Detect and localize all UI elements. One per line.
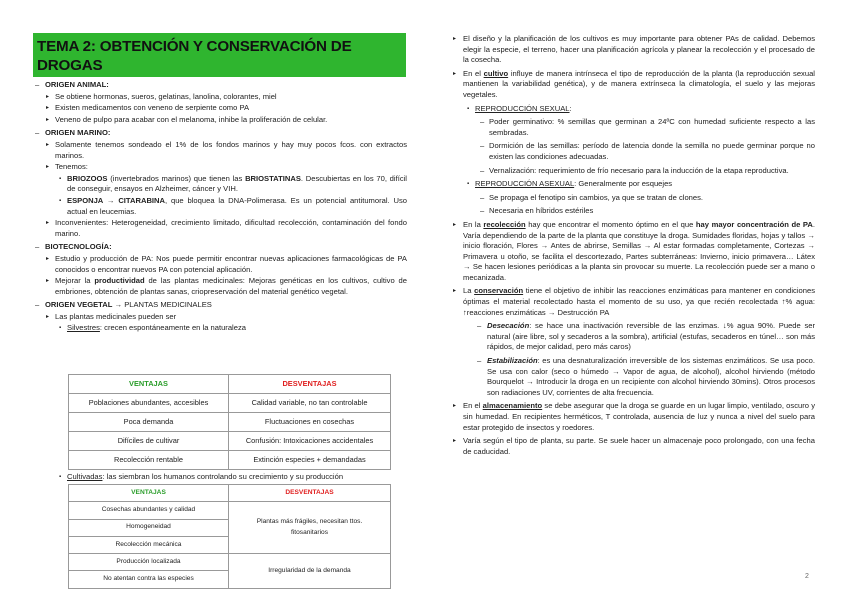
list-item: ▸ Las plantas medicinales pueden ser <box>33 312 407 323</box>
heading-origen-vegetal <box>33 300 407 311</box>
desecacion-text: : se hace una inactivación reversible de las enzimas. ↓% agua 90%. Puede ser natural (aire libre, sol y secaderos a la sombra), artificial (estufas, secaderos en túnel… son más rápidos, de mejor calidad, pero más caros) <box>487 321 815 352</box>
esponja-term: ESPONJA → CITARABINA <box>67 195 166 205</box>
table-cell: No atentan contra las especies <box>69 571 229 588</box>
heading-origen-marino: – ORIGEN MARINO: <box>33 128 407 139</box>
table-cell: Fluctuaciones en cosechas <box>229 413 391 432</box>
table-row <box>69 451 391 470</box>
page-title: TEMA 2: OBTENCIÓN Y CONSERVACIÓN DE DROGAS <box>37 38 352 74</box>
rec-a: En la <box>463 219 484 229</box>
table-cell: Homogeneidad <box>69 519 229 536</box>
repro-asexual-term: REPRODUCCIÓN ASEXUAL <box>475 179 575 189</box>
list-item: ▸ Estudio y producción de PA: Nos puede permitir encontrar nuevas aplicaciones farmacológicas de PA conocidos o encontrar nuevos PA con potencial aplicación. <box>33 254 407 275</box>
desecacion-term: Desecación <box>487 321 530 331</box>
list-item: – Necesaria en híbridos estériles <box>453 206 815 217</box>
table-cell: Plantas más frágiles, necesitan ttos. fitosanitarios <box>229 502 391 554</box>
heading-origen-animal: – ORIGEN ANIMAL: <box>33 80 407 91</box>
repro-asexual-text: : Generalmente por esquejes <box>574 179 673 189</box>
table-cell: Poca demanda <box>69 413 229 432</box>
almacenamiento-term: almacenamiento <box>482 401 543 411</box>
estabilizacion-text: : es una desnaturalización irreversible de los sistemas enzimáticos. Se usa poco. Se usa con calor (seco o húmedo → Vapor de agua, de alcohol), alcohol hirviendo (método Bourquelot → Introducir la droga en un recipiente con alcohol hirviendo 30mins). Otros procesos son radiaciones UV, corrientes de alta frecuencia. <box>487 356 815 397</box>
esponja-text: , que bloquea la DNA-Polimerasa. Es un potencial antitumoral. Uso actual en leucemias. <box>67 195 407 216</box>
silvestres-text: : crecen espontáneamente en la naturaleza <box>99 323 246 333</box>
cultivadas-table <box>68 484 391 589</box>
cons-a: La <box>463 286 475 296</box>
list-item: – Vernalización: requerimiento de frío necesario para la inducción de la etapa reproductiva. <box>453 166 815 177</box>
briostatinas-term: BRIOSTATINAS <box>245 173 301 183</box>
prod-text-c: de las plantas medicinales: Mejoras genéticas en los cultivos, cultivo de embriones, obtención de plantas sanas, criopreservación del material genético vegetal. <box>55 276 407 296</box>
list-item-cultivadas <box>33 472 407 483</box>
paragraph-conservacion <box>453 286 815 318</box>
table-cell: Irregularidad de la demanda <box>229 554 391 589</box>
list-item: – Se propaga el fenotipo sin cambios, ya que se tratan de clones. <box>453 193 815 204</box>
repro-sexual-heading: ▪ REPRODUCCIÓN SEXUAL: <box>453 104 815 115</box>
rec-e: . Varía dependiendo de la parte de la planta que constituye la droga. Sumidades floridas, hojas y tallos → inicio floración, Flores → Antes de abrirse, Semillas → Al estar formadas completamente, Cortezas → Primavera u otoño, se facilita el descortezado, Partes subterráneas: Invierno, inicio primavera… Látex → Se hacen lesiones periódicas a la planta sin provocar su muerte. La recolección puede ser a mano o mecanizada. <box>463 219 815 282</box>
silvestres-table <box>68 374 391 470</box>
table-row <box>69 502 391 519</box>
ventajas-header: VENTAJAS <box>69 485 229 502</box>
paragraph-diseno: ▸ El diseño y la planificación de los cultivos es muy importante para obtener PAs de calidad. Debemos elegir la especie, el terreno, hacer una planificación agrícola y planear la recolección y el procesado de la cosecha. <box>453 34 815 66</box>
recoleccion-term: recolección <box>483 219 526 229</box>
table-row <box>69 413 391 432</box>
rec-c: hay que encontrar el momento óptimo en el que <box>525 219 696 229</box>
list-item-briozoos <box>33 174 407 195</box>
cultivo-a: En el <box>463 68 484 78</box>
paragraph-recoleccion <box>453 220 815 284</box>
cultivo-c: influye de manera intrínseca el tipo de reproducción de la planta (la reproducción sexual mantienen la variabilidad genética), y de manera extrínseca la climatología, el suelo y las mejoras vegetales. <box>463 68 815 99</box>
repro-asexual-heading <box>453 179 815 190</box>
list-item: – Poder germinativo: % semillas que germinan a 24ºC con humedad suficiente respecto a las sembradas. <box>453 117 815 138</box>
table-row <box>69 432 391 451</box>
list-item-silvestres <box>33 323 407 334</box>
briozoos-term: BRIOZOOS <box>67 173 108 183</box>
table-cell: Extinción especies + demandadas <box>229 451 391 470</box>
ventajas-header: VENTAJAS <box>69 375 229 394</box>
briozoos-text-1: (invertebrados marinos) que tienen las <box>107 173 246 183</box>
list-item-productividad <box>33 276 407 297</box>
vegetal-heading: ORIGEN VEGETAL <box>45 300 113 310</box>
list-item: ▸ Inconvenientes: Heterogeneidad, crecimiento limitado, dificultad recolección, contaminación del fondo marino. <box>33 218 407 239</box>
alm-a: En el <box>463 401 483 411</box>
list-item: – Dormición de las semillas: período de latencia donde la semilla no puede germinar porque no existen las condiciones adecuadas. <box>453 141 815 162</box>
cultivadas-text: : las siembran los humanos controlando su crecimiento y su producción <box>102 472 344 481</box>
table-cell: Poblaciones abundantes, accesibles <box>69 394 229 413</box>
vegetal-heading-rest: → PLANTAS MEDICINALES <box>112 300 212 310</box>
silvestres-term: Silvestres <box>67 323 100 333</box>
table-row <box>69 554 391 571</box>
rec-d: hay mayor concentración de PA <box>695 219 813 229</box>
heading-biotecnologia: – BIOTECNOLOGÍA: <box>33 242 407 253</box>
table-header-row <box>69 375 391 394</box>
table-cell: Recolección mecánica <box>69 536 229 553</box>
list-item: ▸ Tenemos: <box>33 162 407 173</box>
briozoos-text-2: . Descubiertas en los 70, difícil de conseguir, ensayos en Alzheimer, cáncer y VIH. <box>67 173 407 194</box>
list-item-desecacion <box>453 321 815 353</box>
list-item-estabilizacion <box>453 356 815 398</box>
repro-sexual-term: REPRODUCCIÓN SEXUAL <box>475 103 570 113</box>
list-item: ▸ Veneno de pulpo para acabar con el melanoma, inhibe la proliferación de celular. <box>33 115 407 126</box>
desventajas-header: DESVENTAJAS <box>229 485 391 502</box>
title-box <box>33 33 406 77</box>
cons-c: tiene el objetivo de inhibir las reacciones enzimáticas para mantener en condiciones óptimas el material recolectado hasta el momento de su uso, ya que recién recolectada ↑% agua: ↑reacciones enzimáticas → Destrucción PA <box>463 286 815 317</box>
desventajas-header: DESVENTAJAS <box>229 375 391 394</box>
paragraph-caducidad: ▸ Varía según el tipo de planta, su parte. Se suele hacer un almacenaje poco prolongado, con una fecha de caducidad. <box>453 436 815 457</box>
cultivo-term: cultivo <box>483 68 509 78</box>
estabilizacion-term: Estabilización <box>487 356 538 366</box>
table-cell: Recolección rentable <box>69 451 229 470</box>
page-number: 2 <box>805 573 809 580</box>
conservacion-term: conservación <box>474 286 524 296</box>
paragraph-cultivo <box>453 69 815 101</box>
table-cell: Cosechas abundantes y calidad <box>69 502 229 519</box>
productividad-term: productividad <box>94 276 145 286</box>
table-cell: Confusión: Intoxicaciones accidentales <box>229 432 391 451</box>
table-row <box>69 394 391 413</box>
list-item-esponja <box>33 196 407 217</box>
paragraph-almacenamiento <box>453 401 815 433</box>
table-cell: Producción localizada <box>69 554 229 571</box>
right-column <box>453 34 815 457</box>
cultivadas-term: Cultivadas <box>67 472 103 481</box>
table-header-row <box>69 485 391 502</box>
list-item: ▸ Existen medicamentos con veneno de serpiente como PA <box>33 103 407 114</box>
alm-c: se debe asegurar que la droga se guarde en un lugar limpio, ventilado, oscuro y sin humedad. En recipientes herméticos, T controlada, ausencia de luz y nunca a nivel del suelo para estar protegido de insectos y roedores. <box>463 401 815 432</box>
prod-text-a: Mejorar la <box>55 276 95 286</box>
table-cell: Difíciles de cultivar <box>69 432 229 451</box>
table-cell: Calidad variable, no tan controlable <box>229 394 391 413</box>
list-item: ▸ Solamente tenemos sondeado el 1% de los fondos marinos y hay muy pocos fcos. con extractos marinos. <box>33 140 407 161</box>
left-column <box>33 80 407 334</box>
list-item: ▸ Se obtiene hormonas, sueros, gelatinas, lanolina, colorantes, miel <box>33 92 407 103</box>
